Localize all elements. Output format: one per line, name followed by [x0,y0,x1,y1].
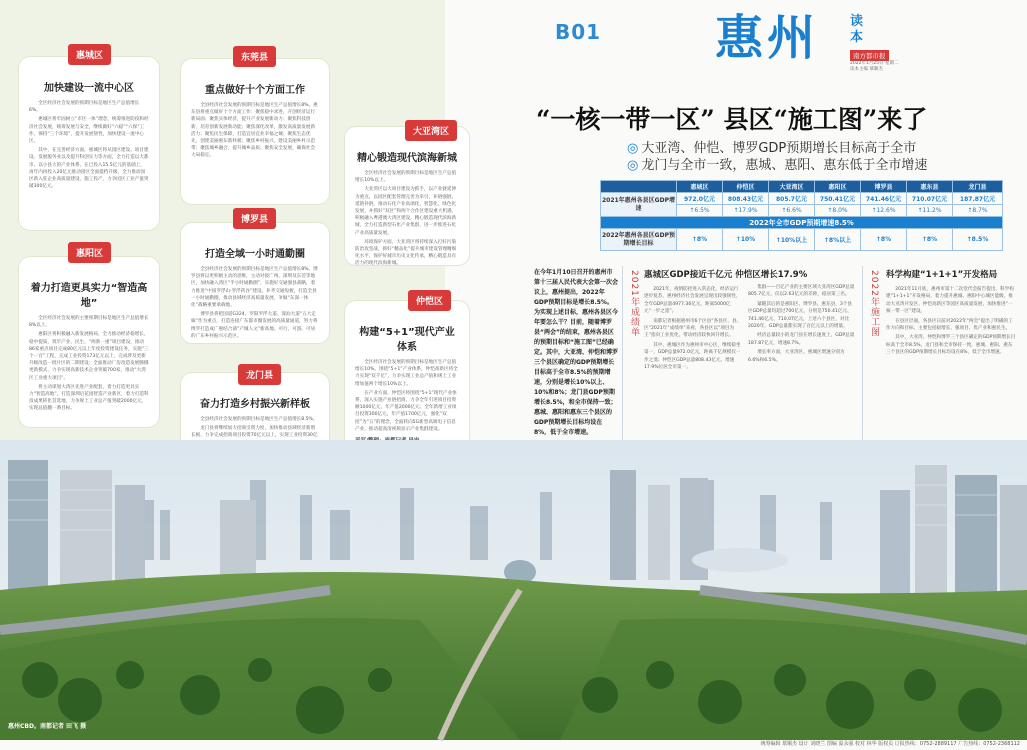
article-title: 奋力打造乡村振兴新样板 [200,399,310,410]
gdp-value-cell: 187.87亿元 [953,193,1003,205]
article-paragraph: 其中，在完善经济方面，惠城区将从园区建设、项目建设、发展服务业以及提升科创实力等方面，全力打造以大都市、以小县大的产业体系，在已投入15.5亿元的基础上，再年内再投入20亿元推动园区全面提档升级，全力推动园区新入驻企业高质量建设，施工投产，力争园区工业产值突破300亿元。 [29,148,149,190]
article-paragraph: 全区经济社会发展的主要预期目标是地区生产总值增长8%以上。 [29,316,149,329]
column-paragraph: 2021年11月底，惠州市第十二次党代会报告提出，科学构建“1+1+1”开发格局，着力提升惠城、惠阳中心城区能级，推动大亚湾开发区、仲恺高新区等园区高质量发展，加快推进“一核一带一区”建设。 [886,287,1014,315]
row-label: 2022年惠州各县区GDP预期增长目标 [601,229,677,251]
district-tag: 仲恺区 [408,290,451,311]
table-header-cell: 惠阳区 [815,181,861,193]
column-paragraph: 经济总量较小的龙门县在增长速度上，GDP总量187.87亿元，增速8.7%。 [748,333,855,346]
article-paragraph: 龙门县将继续加大招商引资力度，加快推动县域经济新增长极，力争完成招商项目投资70亿元以上，实现工业投资30亿 [191,426,318,439]
row-label: 2021年惠州各县区GDP增速 [601,193,677,217]
table-header-cell: 惠城区 [677,181,723,193]
article-paragraph: 惠城区将牢固树立“市区一体”理念，统筹推进防疫和经济社会发展，统筹发展与安全，继续做好“六稳”“六保”工作，保持“三个环境”，提升发展韧性，加快建设一流中心区。 [29,117,149,145]
article-paragraph: 环境保护方面，大亚湾区将持续深入打好污染防治攻坚战，抓好“精品化”提升城市建设管理精细化水平，保护好城市历史文化传承，精心锻造具有活力的现代滨海新城。 [355,239,457,267]
column-paragraph: 紧随其后的是惠阳区、博罗县、惠东县，3个县区GDP总量均超过700亿元，分别是750.41亿元、741.46亿元、710.07亿元，上述六个县区，对比2020年，GDP总量都实现了百亿元以上的增量。 [748,301,852,330]
column-paragraph: 在县区层面，各县区日前对2022年“两会”提出了明确的工作方向和目标，主要包括稳增长、强项目、优产业和惠民生。 [886,318,1013,332]
newspaper-logo: 南方都市报 [850,50,889,61]
section-vertical-label: 2022年施工图 [869,270,879,337]
masthead-subtitle: 读本 [850,14,864,45]
article-card-dayawan [344,126,470,266]
gdp-value-cell: 750.41亿元 [815,193,861,205]
growth-cell: ↑8.0% [815,205,861,217]
article-paragraph: 在产业方面，仲恺区将围绕“5+1”现代产业体系，深入实施产业链招商，力争全年引进项目投资额1000亿元，年产值2000亿元；全年新增工业项目投资300亿元，年产值1700亿元，强化“双招”为“五”的理念，全面转向5G新型高端电子信息产业，推动超高清视频显示产业集群建设。 [355,390,457,432]
column-paragraph: 其中，惠城区作为惠州市中心区，继续稳坐第一，GDP总量972.0亿元，距离千亿规模仅一步之遥；仲恺区GDP总量808.43亿元，增速17.9%位居全市第一。 [644,342,741,371]
district-tag: 龙门县 [238,364,281,385]
table-row [601,193,1003,205]
county-articles-area [0,0,458,470]
lead-paragraph: 在今年1月10日召开的惠州市第十三届人民代表大会第一次会议上，惠州提出，2022年GDP预期目标是增长8.5%。为实现上述目标，惠州各县区今年要怎么干？目前，随着博罗县“两会”的结束，惠州各县区的预期目标和“施工图”已经确定。其中，大亚湾、仲恺和博罗三个县区确定的GDP预期增长目标高于全市8.5%的预期增速，分别是增长10%以上、10%和8%；龙门县GDP预期增长8.5%，和全市保持一致；惠城、惠阳和惠东三个县区的GDP预期增长目标均设在8%，低于全市增速。 [534,269,619,436]
article-column [886,268,1016,468]
district-tag: 大亚湾区 [405,120,457,141]
masthead-title: 惠州 [715,10,820,66]
growth-cell: ↑6.6% [769,205,815,217]
bullet-icon: ◎ [627,158,639,173]
column-paragraph: 增长率方面，大亚湾区、惠城区增速分别为6.6%和6.5%。 [748,350,845,363]
target-cell: ↑10%以上 [769,229,815,251]
growth-cell: ↑8.7% [953,205,1003,217]
city-panorama-photo [0,440,1027,740]
target-cell: ↑8.5% [953,229,1003,251]
growth-cell: ↑12.6% [861,205,907,217]
growth-cell: ↑11.2% [907,205,953,217]
gdp-value-cell: 972.0亿元 [677,193,723,205]
page-number: B01 [555,20,602,44]
article-card-huicheng [18,56,160,231]
article-title: 构建“5+1”现代产业体系 [359,327,455,353]
district-tag: 惠城区 [68,44,111,65]
column-paragraph: 集群——百亿产业的主要区域大亚湾区GDP总量805.7亿元，仅以2.63亿元的差距，稳居第三名。 [748,285,855,298]
article-card-huidong [180,58,330,205]
article-column [748,284,856,466]
article-title: 打造全域一小时通勤圈 [205,249,305,260]
city-target-cell: 2022年全市GDP预期增速8.5% [601,217,1003,229]
article-paragraph: 全县经济社会发展的预期目标是地区生产总值增长8%。博罗县将以更积极主动的思维，主动对接广州、深圳及东莞等地区，加快融入湾区“半小时通勤圈”，实施好交通强县战略，着力推进“中国罗浮山·罗浮药谷”建设，补齐交通短板，打造全县一小时通勤圈，推动县域经济高质量发展，争做“东深一体化”战略重要承载地。 [191,267,318,309]
column-divider [862,266,863,466]
article-paragraph: 博罗县将把国道G324、罗阳罗浮大道、深汕大道“五大走廊”作为重点，打造连接广东都市圈发展的高质量通道，努力将博罗打造成广惠结合部“产城人文”新高地、可行、可游、可居的广东乡村振兴示范区。 [191,312,318,339]
table-header-cell: 大亚湾区 [769,181,815,193]
gdp-table [600,180,1003,251]
article-paragraph: 全县经济社会发展的预期目标是地区生产总值增长8.5%。 [200,417,318,422]
article-paragraph: 全区经济社会发展的预期目标是地区生产总值增长10%。围绕“5+1”产业体系，仲恺高新区将全力实现“双千亿”，力争实现工业总产值和规上工业增加值两个增长10%以上。 [355,360,458,387]
article-paragraph: 大亚湾区以大项目建设为抓手，以产业链延伸为重点，以园区配套管理完善为牵引，补链强链、延链补链，推动石化产业高端化、智慧化、绿色化发展，并抓好“双区”和两个合作区建设重大机遇，积极融入粤港澳大湾区建设，精心锻造现代滨海新城，全力打造新型石化产业集群，进一步推进石化产业高质量发展。 [355,187,457,236]
article-card-boluo [180,222,330,344]
table-header-cell [601,181,677,193]
main-headline: “一核一带一区” 县区“施工图”来了 [536,105,928,134]
target-cell: ↑8% [907,229,953,251]
table-header-cell: 龙门县 [953,181,1003,193]
masthead-side [850,14,900,72]
column-paragraph: 2021年，疫情防控进入常态化，经济运行逐步复苏，惠州经济社会发展呈现出较强韧性，全年GDP总量4977.36亿元，距离5000亿元“一步之遥”。 [644,287,741,315]
growth-cell: ↑6.5% [677,205,723,217]
photo-caption: 惠州CBD。南都记者 田飞 摄 [8,723,87,730]
district-tag: 东莞县 [233,46,276,67]
target-cell: ↑8%以上 [815,229,861,251]
column-divider [622,266,623,466]
column-title: 科学构建“1+1+1”开发格局 [886,270,998,280]
table-header-row [601,181,1003,193]
table-row [601,229,1003,251]
article-card-huiyang [18,256,160,428]
section-vertical-label: 2021年成绩单 [629,270,639,337]
masthead-meta [850,61,898,73]
column-paragraph: 其中，大亚湾、仲恺和博罗三个县区确定的GDP预期增长目标高于全市8.5%，龙门县和全市保持一致，惠城、惠阳、惠东三个县区的GDP预期增长目标均设在8%，低于全市增速。 [886,335,1016,356]
bullet-icon: ◎ [627,141,639,156]
article-paragraph: 全区经济社会发展的预期目标是地区生产总值增长10%以上。 [355,171,457,184]
gdp-value-cell: 710.07亿元 [907,193,953,205]
article-paragraph: 惠阳区将积极融入新发展格局，全力推动经济稳增长，稳中提质，筑牢产业、民生、“两新一重”项目建设，推动86家重点项目完成80亿元以上年度投资建设任务，实施“三个一百”工程，完成工业投资173亿元以上，完成涉及更新升级改造一批片区的二期建设；全面推动厂房改造发展腾挪更新模式，力争实现高新技术企业突破700家，推动“大湾区工业重大项目”。 [29,332,149,381]
target-cell: ↑10% [723,229,769,251]
city-skyline-illustration [0,440,1027,740]
target-cell: ↑8% [861,229,907,251]
subheadline-2 [627,154,927,173]
table-row [601,217,1003,229]
table-header-cell: 惠东县 [907,181,953,193]
article-paragraph: 全区经济社会发展的预期目标是地区生产总值增长6%。 [29,101,140,114]
growth-cell: ↑17.9% [723,205,769,217]
issue-date: 2022年1月25日 星期二 [850,61,899,66]
subheadline-text: 龙门与全市一致，惠城、惠阳、惠东低于全市增速 [641,158,928,173]
gdp-value-cell: 741.46亿元 [861,193,907,205]
table-header-cell: 仲恺区 [723,181,769,193]
article-title: 着力打造更具实力“智造高地” [30,283,148,309]
target-cell: ↑8% [677,229,723,251]
editor-line: 读本主编 慕顺杰 [850,67,883,72]
article-title: 加快建设一流中心区 [44,83,134,94]
table-header-cell: 博罗县 [861,181,907,193]
column-paragraph: 南都记者根据惠州市6个区县“各县区、县、区”2021年“成绩单”来看，各县区以“项目为王”指向工业优化，带动经济较快回升增长。 [644,318,742,339]
district-tag: 惠阳区 [68,242,111,263]
gdp-value-cell: 808.43亿元 [723,193,769,205]
gdp-value-cell: 805.7亿元 [769,193,815,205]
article-paragraph: 全县经济社会发展的预期目标是地区生产总值增长8%。惠东县将重点做好十个方面工作：聚焦稳中求进，开创经济运行新局面；聚焦实体经济，提升产业发展新动力；聚焦科技创新，培育创新发展新动能；聚焦深化改革，激发高质量发展新活力；聚焦民生保障，打造宜居宜业幸福之城；聚焦生态优先，创建美丽惠东新样板；聚焦乡村振兴，建设美丽乡村示范带；聚焦城乡融合，提升城乡品质；聚焦安全发展，确保社会大局稳定。 [191,103,318,159]
footer-credits: 统筹编辑 慕顺杰 设计 刘晓兰 图编 温永强 校对 林华 版权页 订报热线：0752-2889117 广告热线：0752-2368112 [760,741,1020,747]
subheadline-text: 大亚湾、仲恺、博罗GDP预期增长目标高于全市 [641,141,917,156]
article-paragraph: 将主动谋划大湾区先进产业配套，着力打造更具实力“智造高地”。打造深圳后花园智造产业新区，着力打造科技成果转化首选地，力争规上工业总产值突破2000亿元，实现总值翻一番目标。 [29,384,149,412]
article-title: 重点做好十个方面工作 [205,85,305,96]
column-title: 惠城区GDP接近千亿元 仲恺区增长17.9% [644,270,808,280]
district-tag: 博罗县 [233,208,276,229]
article-title: 精心锻造现代滨海新城 [357,153,457,164]
